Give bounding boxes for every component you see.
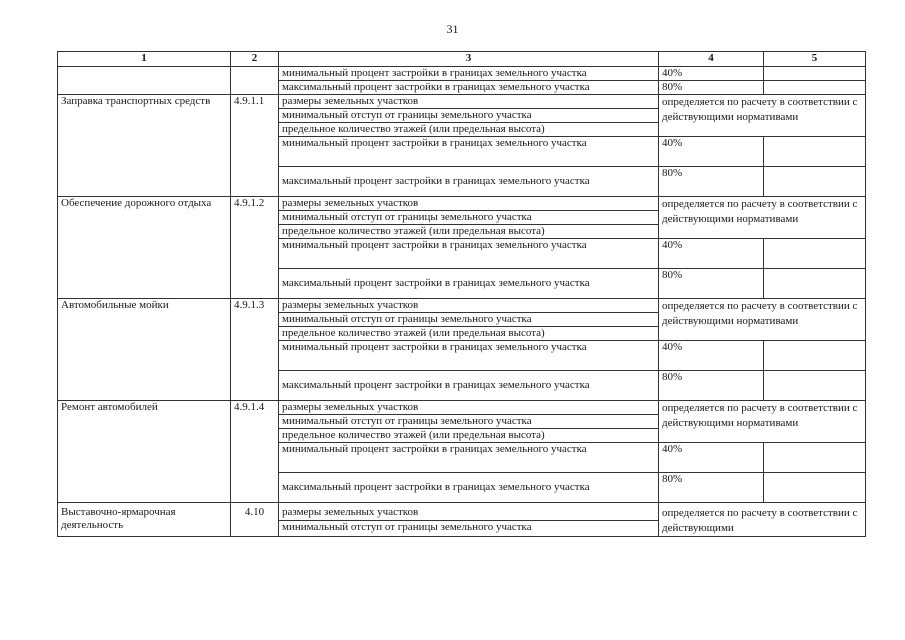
header-row	[58, 52, 866, 67]
empty-cell	[764, 473, 866, 503]
param-cell: предельное количество этажей (или предельная высота)	[279, 429, 659, 443]
param-cell: максимальный процент застройки в границах земельного участка	[279, 269, 659, 299]
empty-cell	[764, 443, 866, 473]
empty-cell	[764, 81, 866, 95]
note-cell: определяется по расчету в соответствии с действующими нормативами	[659, 299, 866, 341]
param-cell: минимальный отступ от границы земельного участка	[279, 313, 659, 327]
param-cell: минимальный отступ от границы земельного участка	[279, 415, 659, 429]
param-cell: максимальный процент застройки в границах земельного участка	[279, 473, 659, 503]
param-cell: минимальный отступ от границы земельного участка	[279, 211, 659, 225]
empty-code-cell	[231, 67, 279, 95]
use-type-name: Ремонт автомобилей	[58, 401, 231, 503]
param-cell: минимальный отступ от границы земельного участка	[279, 109, 659, 123]
header-col-1: 1	[58, 52, 231, 67]
param-cell: максимальный процент застройки в границах земельного участка	[279, 167, 659, 197]
param-cell: размеры земельных участков	[279, 401, 659, 415]
use-type-name: Выставочно-ярмарочная деятельность	[58, 503, 231, 537]
param-cell: размеры земельных участков	[279, 197, 659, 211]
param-cell: минимальный отступ от границы земельного участка	[279, 521, 659, 537]
value-cell: 40%	[659, 443, 764, 473]
page-number: 31	[446, 22, 459, 36]
use-type-name: Автомобильные мойки	[58, 299, 231, 401]
param-cell: минимальный процент застройки в границах земельного участка	[279, 67, 659, 81]
param-cell: минимальный процент застройки в границах земельного участка	[279, 341, 659, 371]
empty-cell	[764, 167, 866, 197]
param-cell: предельное количество этажей (или предельная высота)	[279, 327, 659, 341]
value-cell: 80%	[659, 81, 764, 95]
param-cell: размеры земельных участков	[279, 95, 659, 109]
table-row	[58, 67, 866, 81]
param-cell: минимальный процент застройки в границах земельного участка	[279, 443, 659, 473]
empty-cell	[764, 371, 866, 401]
use-type-code: 4.9.1.4	[231, 401, 279, 503]
use-type-code: 4.9.1.2	[231, 197, 279, 299]
use-type-code: 4.9.1.3	[231, 299, 279, 401]
param-cell: предельное количество этажей (или предельная высота)	[279, 225, 659, 239]
param-cell: максимальный процент застройки в границах земельного участка	[279, 371, 659, 401]
empty-cell	[764, 67, 866, 81]
note-cell: определяется по расчету в соответствии с действующими	[659, 503, 866, 537]
table-row	[58, 299, 866, 313]
use-type-name: Обеспечение дорожного отдыха	[58, 197, 231, 299]
note-cell: определяется по расчету в соответствии с действующими нормативами	[659, 197, 866, 239]
note-cell: определяется по расчету в соответствии с действующими нормативами	[659, 401, 866, 443]
value-cell: 40%	[659, 137, 764, 167]
param-cell: размеры земельных участков	[279, 503, 659, 521]
value-cell: 80%	[659, 269, 764, 299]
header-col-3: 3	[279, 52, 659, 67]
regulations-table	[57, 51, 866, 537]
empty-cell	[764, 269, 866, 299]
table-row	[58, 503, 866, 521]
param-cell: максимальный процент застройки в границах земельного участка	[279, 81, 659, 95]
value-cell: 40%	[659, 341, 764, 371]
param-cell: минимальный процент застройки в границах земельного участка	[279, 137, 659, 167]
table-row	[58, 401, 866, 415]
table-row	[58, 95, 866, 109]
empty-cell	[764, 137, 866, 167]
empty-name-cell	[58, 67, 231, 95]
header-col-5: 5	[764, 52, 866, 67]
empty-cell	[764, 239, 866, 269]
empty-cell	[764, 341, 866, 371]
use-type-name: Заправка транспортных средств	[58, 95, 231, 197]
header-col-2: 2	[231, 52, 279, 67]
value-cell: 80%	[659, 167, 764, 197]
param-cell: размеры земельных участков	[279, 299, 659, 313]
header-col-4: 4	[659, 52, 764, 67]
table-row	[58, 197, 866, 211]
use-type-code: 4.9.1.1	[231, 95, 279, 197]
value-cell: 40%	[659, 67, 764, 81]
param-cell: минимальный процент застройки в границах земельного участка	[279, 239, 659, 269]
param-cell: предельное количество этажей (или предельная высота)	[279, 123, 659, 137]
value-cell: 80%	[659, 371, 764, 401]
value-cell: 80%	[659, 473, 764, 503]
value-cell: 40%	[659, 239, 764, 269]
note-cell: определяется по расчету в соответствии с действующими нормативами	[659, 95, 866, 137]
use-type-code: 4.10	[231, 503, 279, 537]
